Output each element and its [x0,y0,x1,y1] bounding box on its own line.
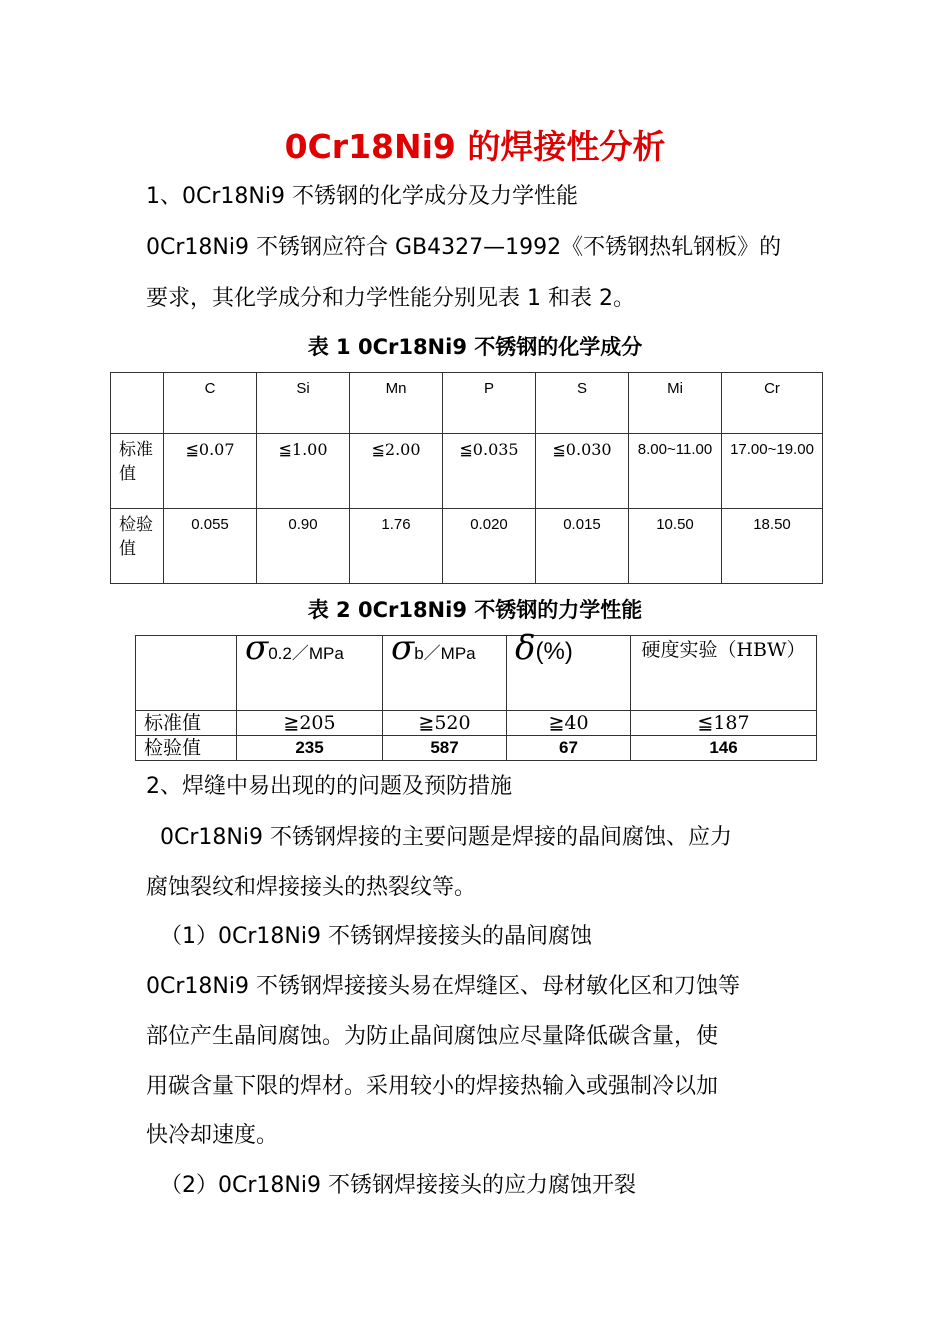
table-cell: ≧520 [383,711,507,736]
table-cell: 235 [237,736,383,761]
table-cell: ≦0.07 [164,434,257,509]
delta-symbol: δ [515,628,536,668]
row-label-standard: 标准值 [136,711,237,736]
table-cell: 1.76 [350,509,443,584]
hardness-header: 硬度实验（HBW） [641,639,806,661]
sigma-symbol: σ [391,628,415,668]
mechanical-properties-table [135,628,817,761]
table-row [136,736,817,761]
row-label-standard: 标准值 [111,434,164,509]
table-cell: ≧40 [507,711,631,736]
table1-header-cell [111,373,164,434]
table-cell: ≦1.00 [257,434,350,509]
table-cell: 10.50 [629,509,722,584]
table1-header-cell: C [164,373,257,434]
table-cell: ≦0.030 [536,434,629,509]
subsection1-line4: 快冷却速度。 [146,1123,279,1148]
sigma-symbol: σ [245,628,269,668]
table-cell: 146 [631,736,817,761]
section1-heading: 1、0Cr18Ni9 不锈钢的化学成分及力学性能 [146,184,578,209]
table2-header-cell [507,628,631,711]
section2-heading: 2、焊缝中易出现的的问题及预防措施 [146,774,512,799]
table1-header-cell: Mi [629,373,722,434]
header-unit: (%) [535,638,573,665]
table-cell: 0.020 [443,509,536,584]
table-cell: ≦187 [631,711,817,736]
row-label-tested: 检验值 [111,509,164,584]
table1-caption: 表 1 0Cr18Ni9 不锈钢的化学成分 [307,335,643,359]
subsection2-heading: （2）0Cr18Ni9 不锈钢焊接接头的应力腐蚀开裂 [160,1173,636,1198]
table2-header-cell [631,636,817,711]
section2-paragraph-line2: 腐蚀裂纹和焊接接头的热裂纹等。 [146,875,477,900]
table1-header-cell: Si [257,373,350,434]
table-cell: 8.00~11.00 [629,434,722,509]
table-cell: 0.055 [164,509,257,584]
header-unit: 0.2／MPa [268,644,344,663]
table2-header-row [136,636,817,711]
subsection1-line3: 用碳含量下限的焊材。采用较小的焊接热输入或强制冷以加 [146,1074,719,1099]
table-cell: 18.50 [722,509,823,584]
table1-header-cell: Mn [350,373,443,434]
section2-paragraph-line1: 0Cr18Ni9 不锈钢焊接的主要问题是焊接的晶间腐蚀、应力 [146,825,732,850]
table-cell: ≦2.00 [350,434,443,509]
subsection1-line1: 0Cr18Ni9 不锈钢焊接接头易在焊缝区、母材敏化区和刀蚀等 [146,974,740,999]
document-title: 0Cr18Ni9 的焊接性分析 [284,127,666,166]
header-unit: b／MPa [414,644,476,663]
table1-header-row [111,373,823,434]
table1-header-cell: S [536,373,629,434]
table-cell: ≦0.035 [443,434,536,509]
table2-header-cell [383,628,507,711]
table-cell: 67 [507,736,631,761]
table2-header-cell-empty [136,636,237,711]
table-row [111,434,823,509]
row-label-tested: 检验值 [136,736,237,761]
section1-paragraph-line1: 0Cr18Ni9 不锈钢应符合 GB4327—1992《不锈钢热轧钢板》的 [146,235,782,260]
subsection1-line2: 部位产生晶间腐蚀。为防止晶间腐蚀应尽量降低碳含量，使 [146,1024,719,1049]
table-cell: 17.00~19.00 [722,434,823,509]
table-cell: 587 [383,736,507,761]
table-cell: ≧205 [237,711,383,736]
chemical-composition-table [110,372,823,584]
table2-caption: 表 2 0Cr18Ni9 不锈钢的力学性能 [307,598,643,622]
table-cell: 0.015 [536,509,629,584]
table1-header-cell: P [443,373,536,434]
table-row [136,711,817,736]
table1-header-cell: Cr [722,373,823,434]
subsection1-heading: （1）0Cr18Ni9 不锈钢焊接接头的晶间腐蚀 [160,924,592,949]
table-cell: 0.90 [257,509,350,584]
table-row [111,509,823,584]
table2-header-cell [237,628,383,711]
section1-paragraph-line2: 要求，其化学成分和力学性能分别见表 1 和表 2。 [146,286,635,311]
